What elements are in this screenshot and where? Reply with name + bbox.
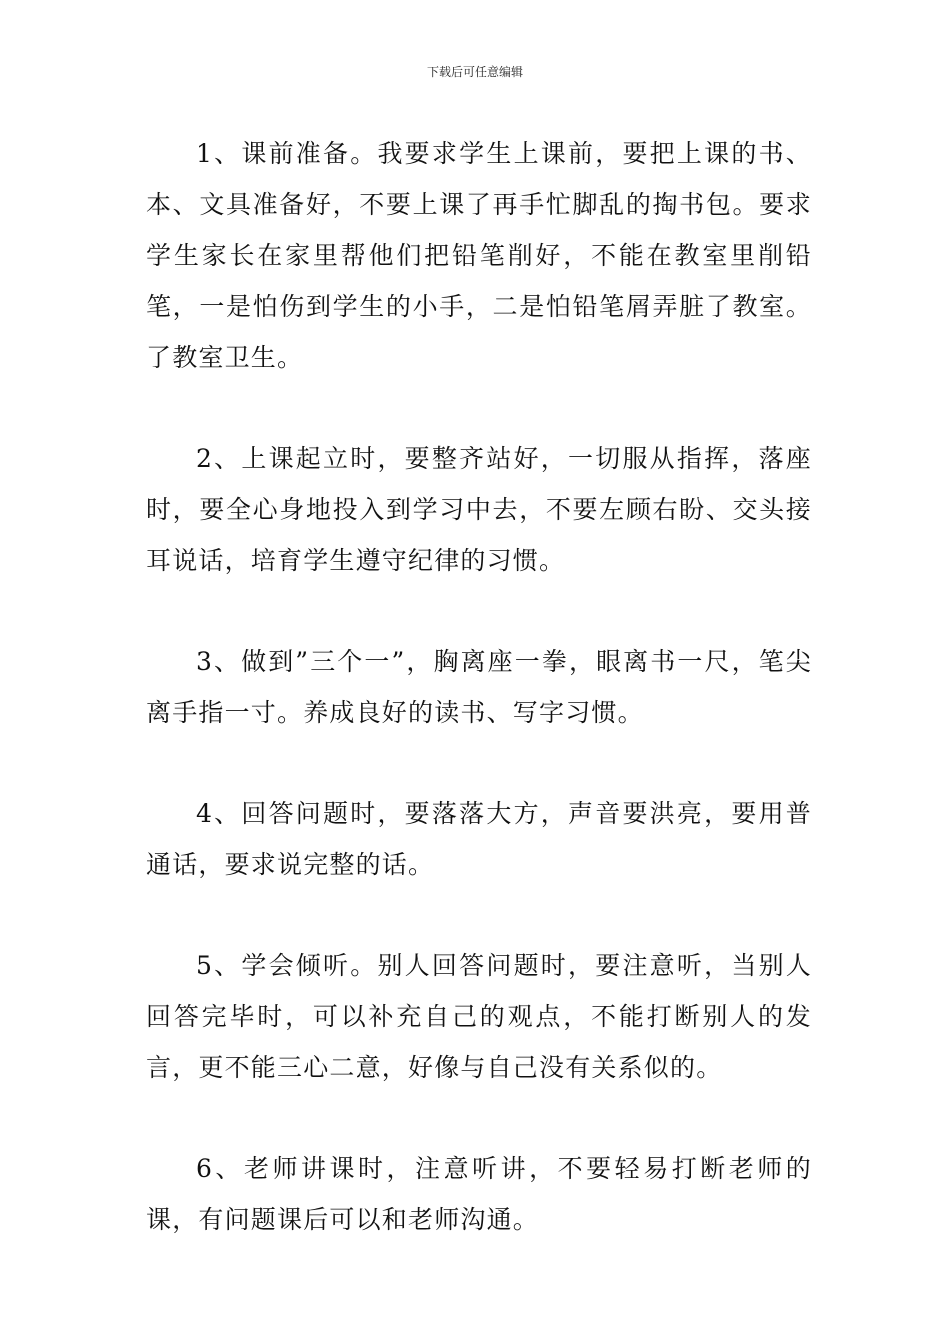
paragraph-1: 1、课前准备。我要求学生上课前，要把上课的书、本、文具准备好，不要上课了再手忙脚乱的掏书包。要求学生家长在家里帮他们把铅笔削好，不能在教室里削铅笔，一是怕伤到学生的小手，二是怕铅笔屑弄脏了教室。了教室卫生。 (146, 139, 812, 372)
paragraph-5: 5、学会倾听。别人回答问题时，要注意听，当别人回答完毕时，可以补充自己的观点，不能打断别人的发言，更不能三心二意，好像与自己没有关系似的。 (146, 951, 812, 1082)
paragraph-3: 3、做到”三个一”，胸离座一拳，眼离书一尺，笔尖离手指一寸。养成良好的读书、写字习惯。 (146, 647, 812, 727)
paragraph-6: 6、老师讲课时，注意听讲，不要轻易打断老师的课，有问题课后可以和老师沟通。 (146, 1154, 812, 1234)
document-body (146, 128, 812, 1295)
page-header: 下载后可任意编辑 (426, 65, 523, 79)
paragraph-2: 2、上课起立时，要整齐站好，一切服从指挥，落座时，要全心身地投入到学习中去，不要左顾右盼、交头接耳说话，培育学生遵守纪律的习惯。 (146, 444, 812, 575)
paragraph-4: 4、回答问题时，要落落大方，声音要洪亮，要用普通话，要求说完整的话。 (146, 799, 812, 879)
